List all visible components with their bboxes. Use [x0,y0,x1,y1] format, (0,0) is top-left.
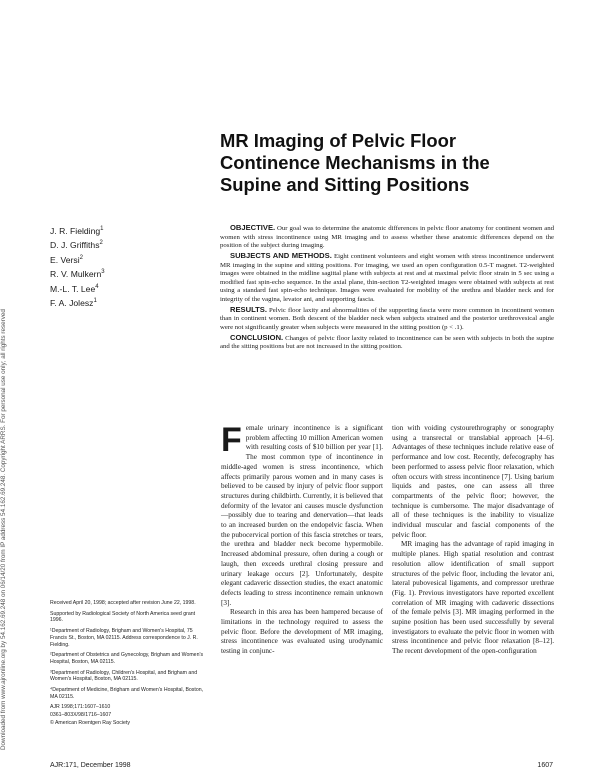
journal-footer: AJR:171, December 1998 [50,762,131,769]
title-line: MR Imaging of Pelvic Floor [220,130,457,151]
drop-cap: F [221,421,242,459]
copyright-note: © American Roentgen Ray Society [50,719,130,726]
received-note: Received April 20, 1998; accepted after revision June 22, 1998. [50,600,196,606]
issn-note: 0361–803X/98/1716–1607 [50,712,112,719]
author: E. Versi$^2$ [50,254,83,265]
citation-note: AJR 1998;171:1607–1610 [50,704,111,711]
abstract-results: RESULTS. Pelvic floor laxity and abnormalities of the supporting fascia were more common in incontinent women than in continent women. Both descent of the bladder neck when subjects strained and the posterior urethrovesical angle were not significantly greater when subjects were measured in the sitting position (p < .1). [220,304,554,331]
article-title [220,130,550,196]
abstract [220,224,554,353]
body-paragraph: Research in this area has been hampered because of limitations in the technology required to assess the pelvic floor. Before the development of MR imaging, stress incontinence was evaluated using urodynamic testing in conjunc- [221,608,383,656]
author-list [50,223,190,310]
abstract-methods: SUBJECTS AND METHODS. Eight continent volunteers and eight women with stress incontinence underwent MR imaging in the supine and sitting positions. For imaging, we used an open configuration 0.5-T magnet. T2-weighted images were obtained in the midline sagittal plane with subjects at rest and at maximal pelvic floor strain in 5 sec using a modified fast spin-echo sequence. In the axial plane, thin-section T2-weighted images were obtained with subjects at rest using a standard fast spin-echo technique. Images were evaluated for mobility of the urethra and bladder neck and for integrity of the vagina, levator ani, and supporting fascia. [220,251,554,303]
author: J. R. Fielding$^1$ [50,225,104,236]
body-paragraph: tion with voiding cystourethrography or sonography using a transrectal or translabial approach [4–6]. Advantages of these techniques include relative ease of performance and low cost. Recently, defecography has been performed to assess pelvic floor relaxation, which often occurs with stress incontinence [7]. Using barium liquids and pastes, one can assess all three compartments of the pelvic floor; however, the technique is cumbersome. The major disadvantage of all of these techniques is the inability to visualize individual muscular and fascial components of the pelvic floor. [392,424,554,539]
author: M.-L. T. Lee$^4$ [50,283,99,294]
body-paragraph: Female urinary incontinence is a significant problem affecting 10 million American women with resulting costs of $10 billion per year [1]. The most common type of incontinence in middle-aged women is stress incontinence, which affects primarily parous women and in many cases is believed to be caused by injury of pelvic floor support structures during childbirth. Currently, it is believed that deformity of the levator ani causes muscle dysfunction—possibly due to tearing and denervation—that leads to an increased burden on the endopelvic fascia. When the pubocervical portion of this fascia stretches or tears, the urethra and bladder neck become hypermobile. Increased abdominal pressure, often during a cough or laugh, then exceeds urethral closing pressure and urinary leakage occurs [2]. Unfortunately, despite elegant cadaveric dissection studies, the exact anatomic defects leading to stress incontinence remain unknown [3]. [221,421,383,607]
author: F. A. Jolesz$^1$ [50,298,97,309]
title-line: Continence Mechanisms in the [220,152,490,173]
title-line: Supine and Sitting Positions [220,174,470,195]
article-notes [50,600,208,728]
abstract-objective: OBJECTIVE. Our goal was to determine the anatomic differences in pelvic floor anatomy for continent women and women with stress incontinence using MR imaging and to assess whether these anatomic differences depend on the position of the subject during imaging. [220,223,554,249]
page-number: 1607 [537,762,553,769]
body-paragraph: MR imaging has the advantage of rapid imaging in multiple planes. High spatial resolution and contrast resolution allow identification of small support structures of the pelvic floor, including the levator ani, lateral pubovesical ligaments, and compressor urethrae (Fig. 1). Previous investigators have reported excellent correlation of MR imaging with cadaveric dissections of the female pelvis [3]. MR imaging performed in the supine position has been used successfully by several investigators to evaluate the pelvic floor in women with stress incontinence and pelvic floor relaxation [8–12]. The recent development of the open-configuration [392,540,554,656]
affiliation: ³Department of Radiology, Children's Hospital, and Brigham and Women's Hospital, Boston, MA 02115. [50,669,198,683]
support-note: Supported by Radiological Society of North America seed grant 1996. [50,610,196,624]
body-column-1 [221,421,383,657]
affiliation: ²Department of Obstetrics and Gynecology, Brigham and Women's Hospital, Boston, MA 02115. [50,652,204,665]
affiliation: ⁴Department of Medicine, Brigham and Women's Hospital, Boston, MA 02115. [50,687,204,700]
author: R. V. Mulkern$^3$ [50,269,105,280]
body-column-2 [392,424,554,657]
author: D. J. Griffiths$^2$ [50,240,103,251]
download-notice: Downloaded from www.ajronline.org by 54.162.69.248 on 06/14/20 from IP address 54.162.69.248. Copyright ARRS. For personal use only; all rights reserved [0,309,7,750]
affiliation: ¹Department of Radiology, Brigham and Women's Hospital, 75 Francis St., Boston, MA 02115. Address correspondence to J. R. Fielding. [50,628,198,648]
abstract-conclusion: CONCLUSION. Changes of pelvic floor laxity related to incontinence can be seen with subjects in both the supine and the sitting positions but are not increased in the sitting position. [220,332,554,350]
